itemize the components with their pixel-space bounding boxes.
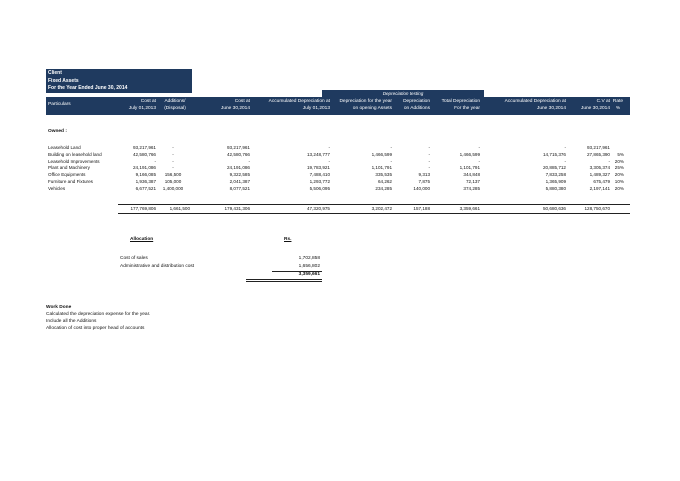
cell-dep-additions: 9,313 [418,172,430,178]
total-cost-open: 177,769,806 [130,206,156,211]
cell-cost-close: 24,191,086 [227,165,250,171]
table-row [46,152,630,159]
total-cv: 128,750,670 [584,206,610,211]
allocation-value-cost-of-sales: 1,702,858 [298,256,320,261]
cell-cost-open: 9,166,085 [135,172,156,178]
col-rate: Rate % [612,99,624,111]
cell-cost-open: - [154,158,156,164]
cell-dep-opening: - [390,158,392,164]
total-accum-close: 50,680,636 [543,206,566,211]
cell-total-dep: 1,101,791 [459,165,480,171]
cell-accum-close: 7,833,258 [545,172,566,178]
work-done-heading: Work Done [46,305,72,310]
allocation-label-cost-of-sales: Cost of sales [120,256,148,261]
totals-row [46,206,630,213]
total-dep-additions: 157,188 [413,206,430,211]
cell-accum-close: - [564,145,566,150]
cell-dep-opening: - [390,145,392,150]
cell-additions: - [172,151,174,157]
cell-cv: 675,479 [593,179,610,184]
col-dep-additions: Depreciation on Additions [403,99,430,111]
allocation-value-admin: 1,656,802 [298,264,320,269]
total-dep-opening: 3,202,472 [371,206,392,211]
table-row [46,165,630,172]
report-period: For the Year Ended June 30, 2014 [48,85,128,92]
table-row [46,179,630,186]
col-dep-opening: Depreciation for the year on opening Assets [339,99,392,111]
table-row [46,159,630,166]
total-dep-year: 3,359,661 [459,206,480,211]
cell-cost-close: 2,041,387 [229,179,250,184]
cell-rate: 5% [617,151,624,157]
cell-accum-open: - [328,158,330,164]
cell-dep-additions: - [428,145,430,150]
allocation-total: 3,359,661 [298,272,320,277]
asset-name: Leasehold Improvements [48,158,100,164]
cell-accum-open: 19,783,921 [307,165,330,171]
cell-dep-opening: 234,285 [375,185,392,191]
cell-dep-opening: 64,262 [377,179,392,184]
cell-dep-opening: 1,101,791 [371,165,392,171]
cell-accum-open: 7,488,410 [309,172,330,178]
cell-total-dep: - [478,158,480,164]
cell-cv: 93,217,961 [587,145,610,150]
cell-rate: 20% [614,172,624,178]
cell-cv: 2,197,141 [589,185,610,191]
table-header [46,97,630,115]
col-cv: C.V at June 30,2014 [580,99,610,111]
client-name: Client [48,70,62,76]
col-accum-close: Accumulated Depreciation at June 30,2014 [504,99,566,111]
cell-accum-close: 1,365,909 [545,179,566,184]
cell-cost-open: 6,677,521 [135,185,156,191]
cell-dep-additions: 140,000 [413,185,430,191]
work-done-line-2: Include all the Additions [46,319,97,324]
asset-name: Vehicles [48,185,66,191]
depreciation-testing-band: Depreciation testing [322,90,484,97]
cell-cost-close: - [248,158,250,164]
cell-rate: 10% [614,179,624,184]
cell-cost-close: 8,077,521 [229,185,250,191]
report-title-block [46,69,192,93]
cell-additions: - [172,145,174,150]
allocation-heading: Allocation [130,237,154,242]
table-row [46,145,630,152]
cell-cv: 3,305,374 [589,165,610,171]
table-row [46,186,630,193]
cell-rate: 20% [614,158,624,164]
cell-dep-additions: - [428,151,430,157]
col-cost-open: Cost at July 01,2013 [128,99,156,111]
table-row [46,172,630,179]
cell-cv: 1,489,327 [589,172,610,178]
cell-dep-additions: 7,875 [418,179,430,184]
cell-dep-opening: 335,535 [375,172,392,178]
col-accum-open: Accumulated Depreciation at July 01,2013 [268,99,330,111]
cell-accum-close: 14,715,376 [543,151,566,157]
asset-name: Building on leasehold land [48,151,102,157]
cell-accum-open: - [328,145,330,150]
cell-cost-open: 93,217,961 [133,145,156,150]
cell-total-dep: - [478,145,480,150]
cell-cv: - [608,158,610,164]
cell-additions: - [172,158,174,164]
cell-cost-open: 1,936,387 [135,179,156,184]
report-name: Fixed Assets [48,77,79,84]
cell-cost-open: 24,191,086 [133,165,156,171]
cell-total-dep: 72,137 [465,179,480,184]
cell-accum-close: 5,880,380 [545,185,566,191]
work-done-line-1: Calculated the depreciation expense for the year. [46,312,151,317]
col-total-dep: Total Depreciation For the year [441,99,480,111]
cell-total-dep: 344,848 [463,172,480,178]
cell-accum-open: 13,248,777 [307,151,330,157]
asset-name: Plant and Machinery [48,165,90,171]
cell-cost-close: 42,580,766 [227,151,250,157]
allocation-total-rule-2 [246,281,322,282]
col-cost-close: Cost at June 30,2014 [220,99,250,111]
totals-top-rule [118,204,630,205]
cell-total-dep: 1,466,599 [459,151,480,157]
cell-additions: 156,500 [164,172,182,178]
cell-accum-open: 5,506,095 [309,185,330,191]
cell-cv: 27,865,390 [587,151,610,157]
cell-additions: 105,000 [164,179,182,184]
cell-dep-opening: 1,466,599 [371,151,392,157]
asset-name: Office Equipments [48,172,86,178]
cell-cost-close: 93,217,961 [227,145,250,150]
col-particulars: Particulars [48,102,71,107]
allocation-currency: Rs. [284,237,292,242]
cell-cost-close: 9,322,585 [229,172,250,178]
cell-dep-additions: - [428,165,430,171]
total-accum-open: 47,320,975 [307,206,330,211]
section-owned: Owned : [48,129,67,134]
allocation-label-admin: Administrative and distribution cost [120,264,195,269]
total-cost-close: 179,431,306 [224,206,250,211]
cell-accum-close: - [564,158,566,164]
cell-rate: 25% [614,165,624,171]
cell-additions: 1,400,000 [162,185,184,191]
cell-rate: 20% [614,185,624,191]
cell-total-dep: 374,285 [463,185,480,191]
cell-accum-open: 1,293,772 [309,179,330,184]
cell-accum-close: 20,885,712 [543,165,566,171]
cell-additions: - [172,165,174,171]
cell-cost-open: 42,580,766 [133,151,156,157]
totals-bottom-rule [118,213,630,214]
cell-dep-additions: - [428,158,430,164]
asset-name: Leasehold Land [48,145,81,150]
total-additions: 1,661,500 [169,206,190,211]
allocation-total-rule-1 [246,279,322,280]
col-additions: Additions/ (Disposal) [164,99,186,111]
asset-name: Furniture and Fixtures [48,179,93,184]
work-done-line-3: Allocation of cost into proper head of accounts [46,326,145,331]
